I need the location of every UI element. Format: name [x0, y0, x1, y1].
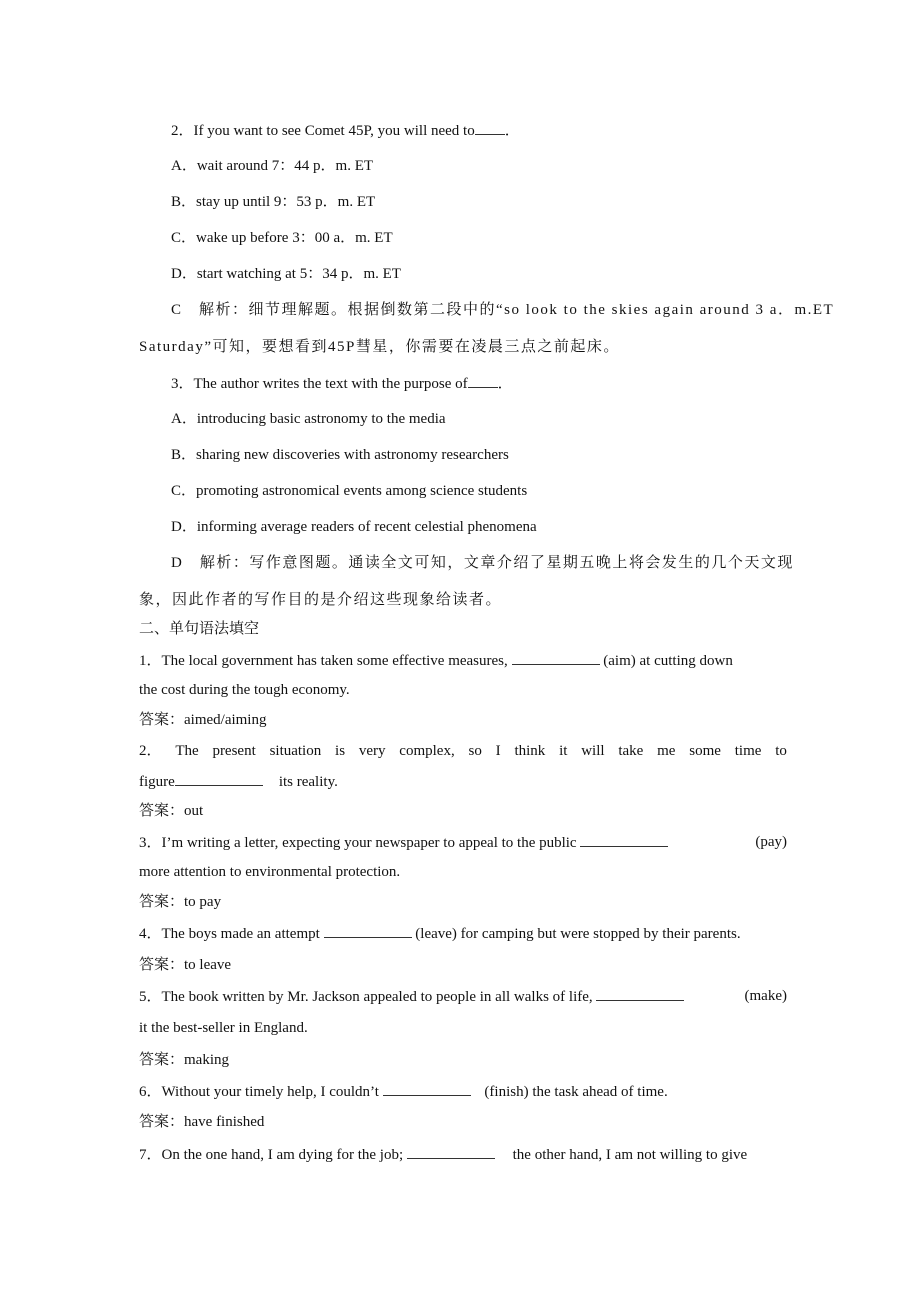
word: present	[212, 743, 256, 759]
answer-blank	[324, 923, 412, 938]
answer-1: 答案：aimed/aiming	[139, 712, 267, 728]
answer-blank	[383, 1081, 471, 1096]
word: to	[775, 743, 787, 759]
analysis-q2-line1: C 解析：细节理解题。根据倒数第二段中的“so look to the skies again around 3 a．m.ET	[171, 302, 835, 318]
analysis-q2-line2: Saturday”可知，要想看到45P彗星，你需要在凌晨三点之前起床。	[139, 339, 620, 355]
answer-blank	[407, 1144, 495, 1159]
answer-blank	[580, 832, 668, 847]
answer-blank	[175, 771, 263, 786]
word: I	[495, 743, 501, 759]
option-b: B．sharing new discoveries with astronomy researchers	[171, 447, 509, 463]
item-text: 5．The book written by Mr. Jackson appealed to people in all walks of life,	[139, 989, 597, 1005]
question-2-stem	[171, 120, 520, 141]
answer-blank	[596, 986, 684, 1001]
word: The	[175, 743, 199, 759]
answer-blank	[475, 120, 505, 135]
word: will	[581, 743, 605, 759]
option-a: A．introducing basic astronomy to the media	[171, 411, 446, 427]
word: very	[358, 743, 386, 759]
item-text: the other hand, I am not willing to give	[508, 1147, 748, 1163]
analysis-q3-line1: D 解析：写作意图题。通读全文可知，文章介绍了星期五晚上将会发生的几个天文现	[171, 555, 794, 571]
item-text: 1．The local government has taken some effective measures,	[139, 653, 512, 669]
option-a: A．wait around 7：44 p．m. ET	[171, 158, 374, 174]
item-text: (pay)	[755, 834, 787, 850]
answer-5: 答案：making	[139, 1052, 229, 1068]
section-heading: 二、单句语法填空	[139, 621, 260, 637]
question-text: 3．The author writes the text with the purpose of	[171, 376, 468, 392]
word: time	[734, 743, 762, 759]
answer-blank	[468, 373, 498, 388]
item-text: (finish) the task ahead of time.	[480, 1084, 668, 1100]
punctuation: ．	[504, 123, 520, 139]
word: take	[618, 743, 644, 759]
option-b: B．stay up until 9：53 p．m. ET	[171, 194, 376, 210]
item-text: 7．On the one hand, I am dying for the job;	[139, 1147, 407, 1163]
grammar-item-3	[139, 832, 787, 853]
grammar-item-2	[139, 741, 787, 761]
analysis-q3-line2: 象，因此作者的写作目的是介绍这些现象给读者。	[139, 592, 503, 608]
grammar-item-4	[139, 923, 741, 944]
word: it	[559, 743, 568, 759]
item-text-group	[139, 986, 684, 1007]
item-text: 6．Without your timely help, I couldn’t	[139, 1084, 383, 1100]
option-d: D．start watching at 5：34 p．m. ET	[171, 266, 401, 282]
option-c: C．promoting astronomical events among science students	[171, 483, 528, 499]
item-text-group	[139, 832, 668, 853]
question-text: 2．If you want to see Comet 45P, you will need to	[171, 123, 475, 139]
word: think	[514, 743, 546, 759]
answer-4: 答案：to leave	[139, 957, 232, 973]
word: complex,	[399, 743, 455, 759]
item-text: 3．I’m writing a letter, expecting your newspaper to appeal to the public	[139, 835, 581, 851]
item-text: its reality.	[278, 774, 338, 790]
word: so	[468, 743, 482, 759]
word: 2．	[139, 743, 162, 759]
answer-blank	[512, 650, 600, 665]
grammar-item-5	[139, 986, 787, 1007]
grammar-item-7	[139, 1144, 747, 1165]
item-text: (leave) for camping but were stopped by their parents.	[411, 926, 741, 942]
item-text: (aim) at cutting down	[599, 653, 733, 669]
word: situation	[269, 743, 322, 759]
grammar-item-6	[139, 1081, 668, 1102]
punctuation: ．	[497, 376, 513, 392]
option-c: C．wake up before 3：00 a．m. ET	[171, 230, 393, 246]
grammar-item-5-cont: it the best-seller in England.	[139, 1020, 308, 1036]
question-3-stem	[171, 373, 513, 394]
answer-2: 答案：out	[139, 803, 204, 819]
word: is	[335, 743, 346, 759]
grammar-item-3-cont: more attention to environmental protection.	[139, 864, 401, 880]
grammar-item-1	[139, 650, 733, 671]
word: some	[689, 743, 721, 759]
grammar-item-2-cont	[139, 771, 338, 792]
item-text: figure	[139, 774, 175, 790]
item-text: 4．The boys made an attempt	[139, 926, 324, 942]
answer-6: 答案：have finished	[139, 1114, 265, 1130]
answer-3: 答案：to pay	[139, 894, 222, 910]
item-text: (make)	[744, 988, 787, 1004]
grammar-item-1-cont: the cost during the tough economy.	[139, 682, 350, 698]
word: me	[657, 743, 676, 759]
option-d: D．informing average readers of recent celestial phenomena	[171, 519, 537, 535]
